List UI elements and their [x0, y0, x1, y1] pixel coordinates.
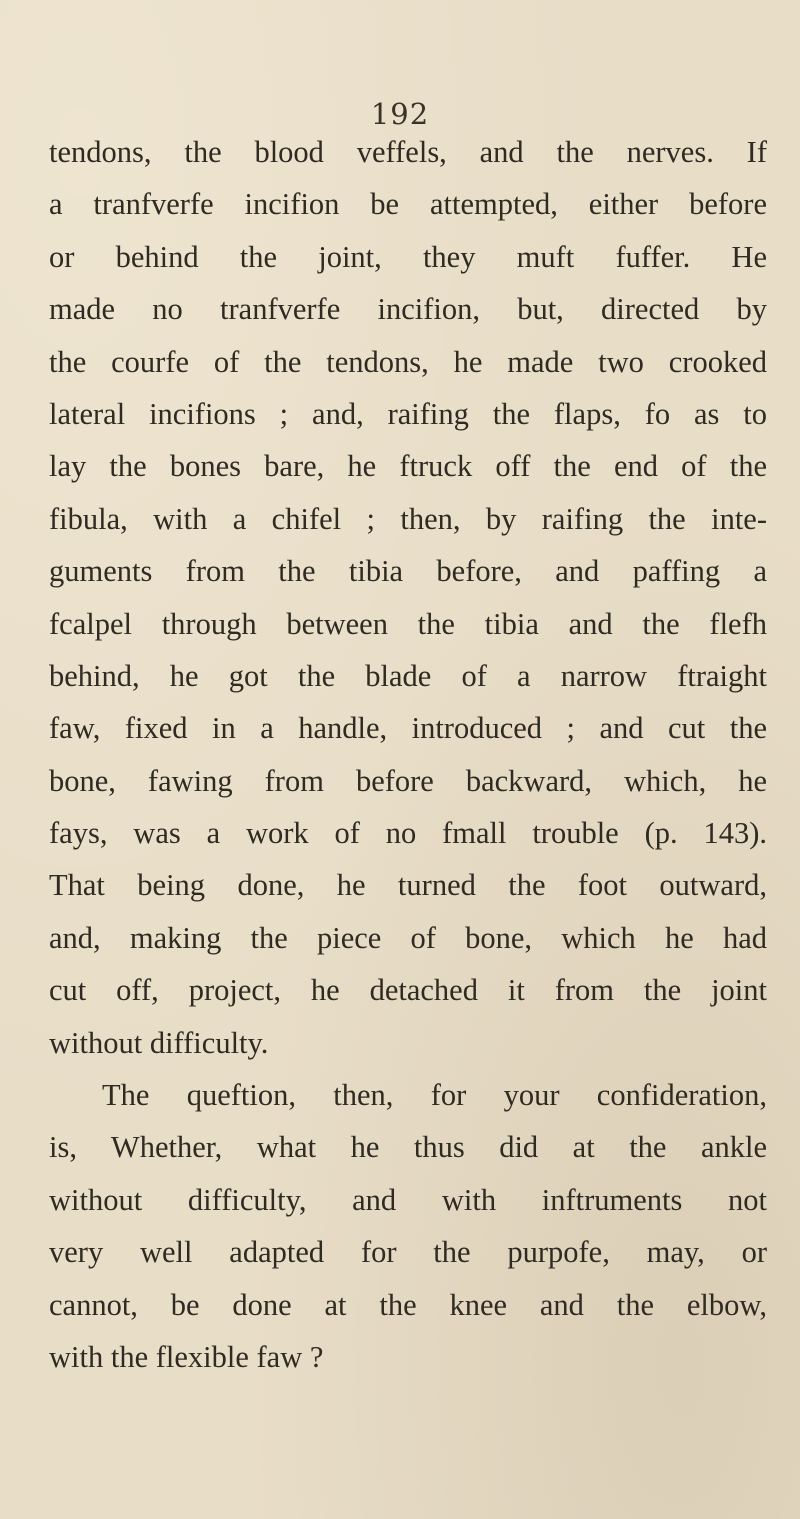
text-line: lateral incifions ; and, raifing the flaps, fo as to [49, 396, 767, 431]
text-line: tendons, the blood veffels, and the nerves. If [49, 135, 767, 169]
text-line: That being done, he turned the foot outward, [49, 868, 767, 903]
text-line: behind, he got the blade of a narrow ftraight [49, 658, 767, 693]
text-line-paragraph-start: The queftion, then, for your confideration, [102, 1078, 767, 1113]
text-line: cut off, project, he detached it from the joint [49, 973, 767, 1008]
text-line: fays, was a work of no fmall trouble (p. 143). [49, 816, 767, 851]
text-line: fcalpel through between the tibia and the flefh [49, 606, 767, 641]
text-line: guments from the tibia before, and paffing a [49, 554, 767, 589]
text-line: is, Whether, what he thus did at the ankle [49, 1130, 767, 1165]
text-line: fibula, with a chifel ; then, by raifing the inte- [49, 501, 767, 536]
text-line: faw, fixed in a handle, introduced ; and cut the [49, 711, 767, 746]
text-line: cannot, be done at the knee and the elbow, [49, 1287, 767, 1322]
text-line: made no tranfverfe incifion, but, directed by [49, 292, 767, 327]
text-line-paragraph-end: with the flexible faw ? [49, 1339, 324, 1374]
text-line: a tranfverfe incifion be attempted, either before [49, 187, 767, 222]
text-line: lay the bones bare, he ftruck off the end of the [49, 449, 767, 484]
text-line: and, making the piece of bone, which he had [49, 920, 767, 955]
text-line: very well adapted for the purpofe, may, or [49, 1235, 767, 1270]
text-line: or behind the joint, they muft fuffer. He [49, 239, 767, 274]
text-line: bone, fawing from before backward, which, he [49, 763, 767, 798]
body-text [49, 126, 767, 1383]
text-line: without difficulty, and with inftruments not [49, 1182, 767, 1217]
text-line: the courfe of the tendons, he made two crooked [49, 344, 767, 379]
page-number: 192 [370, 97, 430, 131]
text-line-paragraph-end: without difficulty. [49, 1025, 269, 1060]
